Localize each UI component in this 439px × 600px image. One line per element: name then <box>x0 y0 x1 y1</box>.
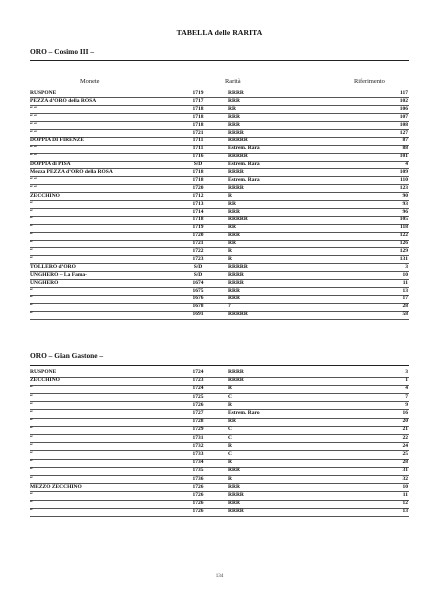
rarity-grade: RRR <box>228 483 240 490</box>
reference-number: 58 <box>402 311 408 318</box>
rarity-grade: C <box>228 434 232 441</box>
coin-name: “ <box>30 240 33 247</box>
coin-year: 1719 <box>192 90 204 96</box>
coin-year: 1722 <box>192 248 204 254</box>
reference-number: 13 <box>402 508 408 515</box>
coin-year: 1718 <box>192 216 204 223</box>
rarity-grade: RRRRR <box>228 153 248 160</box>
reference-number: 21 <box>402 426 408 433</box>
reference-number: 88 <box>402 145 408 152</box>
coin-name: “ <box>30 232 33 239</box>
coin-name: ZECCHINO <box>30 192 60 199</box>
reference-number: 129 <box>399 248 408 254</box>
coin-year: 1720 <box>192 232 204 239</box>
coin-year: 1711 <box>192 145 204 152</box>
coin-year: 1726 <box>192 500 204 507</box>
reference-number: 123 <box>399 184 408 191</box>
coin-name: “ <box>30 410 33 416</box>
rarity-grade: RRRR <box>228 377 244 384</box>
coin-year: 1718 <box>192 121 204 128</box>
reference-number: 102 <box>399 97 408 104</box>
coin-year: 1733 <box>192 451 204 457</box>
coin-name: “ <box>30 426 33 433</box>
coin-name: “ <box>30 311 33 318</box>
coin-name: DOPPIA DI FIRENZE <box>30 137 85 144</box>
reference-number: 127 <box>399 129 408 136</box>
rarity-grade: Estrem. Rara <box>228 176 260 183</box>
reference-number: 31 <box>402 467 408 474</box>
reference-number: 9 <box>405 401 408 408</box>
rarity-grade: R <box>228 248 232 254</box>
reference-number: 13 <box>402 287 408 294</box>
coin-year: 1719 <box>192 224 204 231</box>
rarity-grade: RRRR <box>228 90 244 96</box>
coin-year: 1716 <box>192 153 204 160</box>
coin-year: 1714 <box>192 208 204 215</box>
reference-number: 4 <box>405 385 408 392</box>
rarity-grade: RRRR <box>228 129 244 136</box>
reference-number: 131 <box>399 255 408 262</box>
coin-name: “ “ <box>30 176 37 183</box>
reference-number: 106 <box>399 105 408 112</box>
coin-year: 1724 <box>192 385 204 392</box>
rarity-grade: RR <box>228 224 236 231</box>
rarity-grade: RRRR <box>228 492 244 498</box>
coin-name: Mezza PEZZA d’ORO della ROSA <box>30 169 113 175</box>
coin-name: “ <box>30 500 33 507</box>
rarity-grade: RRR <box>228 287 240 294</box>
coin-name: “ <box>30 492 33 498</box>
rarity-grade: RRR <box>228 295 240 302</box>
coin-name: UNGHERO – La Fama- <box>30 271 87 278</box>
coin-name: TOLLERO d’ORO <box>30 263 76 270</box>
coin-year: 1726 <box>192 492 204 498</box>
rarity-grade: RRR <box>228 232 240 239</box>
column-header-rarita: Rarità <box>225 78 241 85</box>
reference-number: 11 <box>402 492 408 498</box>
coin-year: 1726 <box>192 401 204 408</box>
coin-year: 1732 <box>192 442 204 449</box>
coin-year: 1718 <box>192 169 204 175</box>
column-header-monete: Monete <box>80 78 100 85</box>
coin-name: “ <box>30 442 33 449</box>
coin-name: “ “ <box>30 121 37 128</box>
reference-number: 96 <box>402 208 408 215</box>
page-number: 134 <box>215 574 224 579</box>
reference-number: 10 <box>402 483 408 490</box>
reference-number: 17 <box>402 295 408 302</box>
reference-number: 101 <box>399 153 408 160</box>
rarity-grade: RRRR <box>228 169 244 175</box>
reference-number: 3 <box>405 263 408 270</box>
coin-name: “ <box>30 475 33 482</box>
coin-year: 1711 <box>192 137 204 144</box>
coin-name: DOPPIA di PISA <box>30 161 71 168</box>
coin-name: UNGHERO <box>30 279 59 286</box>
coin-year: 1674 <box>192 279 204 286</box>
reference-number: 105 <box>399 216 408 223</box>
coin-name: “ “ <box>30 153 37 160</box>
coin-name: “ <box>30 303 33 310</box>
reference-number: 109 <box>399 169 408 175</box>
reference-number: 16 <box>402 410 408 416</box>
column-header-riferimento: Riferimento <box>354 78 385 85</box>
rarity-grade: RRRR <box>228 184 244 191</box>
coin-name: “ <box>30 401 33 408</box>
rarity-grade: R <box>228 385 232 392</box>
reference-number: 118 <box>400 224 408 231</box>
reference-number: 107 <box>399 113 408 120</box>
rarity-grade: C <box>228 451 232 457</box>
coin-name: “ “ <box>30 184 37 191</box>
coin-name: ZECCHINO <box>30 377 60 384</box>
coin-name: RUSPONE <box>30 90 57 96</box>
rarity-grade: RRRR <box>228 369 244 375</box>
coin-year: 1721 <box>192 240 204 247</box>
reference-number: 87 <box>402 137 408 144</box>
rarity-grade: RRR <box>228 121 240 128</box>
page-title: TABELLA delle RARITA <box>176 28 263 37</box>
rarity-grade: Estrem. Raro <box>228 410 260 416</box>
rarity-grade: RRRR <box>228 271 244 278</box>
reference-number: 28 <box>402 459 408 466</box>
reference-number: 10 <box>402 271 408 278</box>
coin-name: “ <box>30 287 33 294</box>
table-row <box>30 311 409 319</box>
rarity-grade: R <box>228 401 232 408</box>
rarity-grade: R <box>228 475 232 482</box>
coin-name: “ “ <box>30 129 37 136</box>
coin-year: 1728 <box>192 418 204 425</box>
rarity-grade: RRRRR <box>228 263 248 270</box>
coin-name: “ <box>30 208 33 215</box>
coin-name: “ <box>30 508 33 515</box>
rarity-grade: C <box>228 393 232 400</box>
reference-number: 32 <box>402 475 408 482</box>
section-divider-gian-gastone <box>30 365 409 366</box>
coin-name: “ <box>30 418 33 425</box>
rarity-grade: RRRR <box>228 508 244 515</box>
rarity-grade: Estrem. Rara <box>228 161 260 168</box>
coin-year: 1721 <box>192 129 204 136</box>
coin-year: 1723 <box>192 377 204 384</box>
coin-year: 1712 <box>192 192 204 199</box>
coin-year: 1678 <box>192 303 204 310</box>
reference-number: 3 <box>405 369 408 375</box>
coin-year: 1726 <box>192 483 204 490</box>
reference-number: 122 <box>399 232 408 239</box>
coin-name: “ <box>30 224 33 231</box>
coin-name: “ <box>30 216 33 223</box>
coin-year: 1720 <box>192 184 204 191</box>
coin-year: 1691 <box>192 311 204 318</box>
rarity-grade: RRR <box>228 208 240 215</box>
coin-year: 1676 <box>192 295 204 302</box>
coin-name: “ <box>30 200 33 207</box>
coin-name: “ “ <box>30 145 37 152</box>
rarity-grade: RRR <box>228 113 240 120</box>
coin-name: “ “ <box>30 113 37 120</box>
coin-name: “ <box>30 255 33 262</box>
coin-year: 1727 <box>192 410 204 416</box>
coin-year: 1725 <box>192 393 204 400</box>
coin-year: 1713 <box>192 200 204 207</box>
rarity-grade: RR <box>228 105 236 112</box>
coin-name: “ <box>30 295 33 302</box>
reference-number: 93 <box>402 200 408 207</box>
coin-name: “ <box>30 385 33 392</box>
rarity-grade: RRRRR <box>228 216 248 223</box>
coin-name: “ <box>30 434 33 441</box>
rarity-grade: RRR <box>228 500 240 507</box>
reference-number: 11 <box>402 279 408 286</box>
coin-name: “ <box>30 393 33 400</box>
reference-number: 20 <box>402 418 408 425</box>
rarity-grade: RRR <box>228 97 240 104</box>
coin-year: 1718 <box>192 176 204 183</box>
coin-year: S/D <box>193 271 203 278</box>
rarity-grade: RRRRR <box>228 311 248 318</box>
rarity-grade: ? <box>228 303 231 310</box>
coin-year: 1735 <box>192 467 204 474</box>
reference-number: 25 <box>402 451 408 457</box>
reference-number: 108 <box>399 121 408 128</box>
coin-year: S/D <box>193 263 203 270</box>
section-heading-cosimo: ORO – Cosimo III – <box>30 47 95 56</box>
reference-number: 22 <box>402 434 408 441</box>
rarity-grade: R <box>228 442 232 449</box>
reference-number: 4 <box>405 161 408 168</box>
coin-year: 1731 <box>192 434 204 441</box>
coin-year: 1718 <box>192 105 204 112</box>
coin-name: “ <box>30 451 33 457</box>
rarity-grade: RR <box>228 418 236 425</box>
coin-year: 1717 <box>192 97 204 104</box>
section-divider-cosimo <box>30 60 409 61</box>
coin-name: “ <box>30 459 33 466</box>
reference-number: 117 <box>400 90 408 96</box>
reference-number: 28 <box>402 303 408 310</box>
reference-number: 110 <box>400 176 408 183</box>
rarity-grade: R <box>228 459 232 466</box>
coin-year: S/D <box>193 161 203 168</box>
reference-number: 24 <box>402 442 408 449</box>
rarity-grade: C <box>228 426 232 433</box>
section-heading-gian-gastone: ORO – Gian Gastone – <box>30 351 104 360</box>
coin-name: “ “ <box>30 105 37 112</box>
reference-number: 12 <box>402 500 408 507</box>
rarity-grade: Estrem. Rara <box>228 145 260 152</box>
reference-number: 90 <box>402 192 408 199</box>
rarity-grade: RRRR <box>228 279 244 286</box>
coin-year: 1675 <box>192 287 204 294</box>
rarity-grade: R <box>228 255 232 262</box>
coin-name: MEZZO ZECCHINO <box>30 483 82 490</box>
rarity-grade: R <box>228 192 232 199</box>
coin-name: “ <box>30 248 33 254</box>
coin-year: 1723 <box>192 255 204 262</box>
coin-name: PEZZA d’ORO della ROSA <box>30 97 97 104</box>
coin-year: 1736 <box>192 475 204 482</box>
coin-year: 1729 <box>192 426 204 433</box>
coin-name: RUSPONE <box>30 369 57 375</box>
table-row <box>30 508 409 517</box>
coin-year: 1724 <box>192 369 204 375</box>
rarity-grade: RR <box>228 200 236 207</box>
coin-year: 1734 <box>192 459 204 466</box>
rarity-grade: RR <box>228 240 236 247</box>
reference-number: 7 <box>405 393 408 400</box>
coin-name: “ <box>30 467 33 474</box>
reference-number: 126 <box>399 240 408 247</box>
rarity-grade: RRRRR <box>228 137 248 144</box>
rarity-grade: RRR <box>228 467 240 474</box>
coin-year: 1726 <box>192 508 204 515</box>
coin-year: 1718 <box>192 113 204 120</box>
reference-number: 1 <box>405 377 408 384</box>
